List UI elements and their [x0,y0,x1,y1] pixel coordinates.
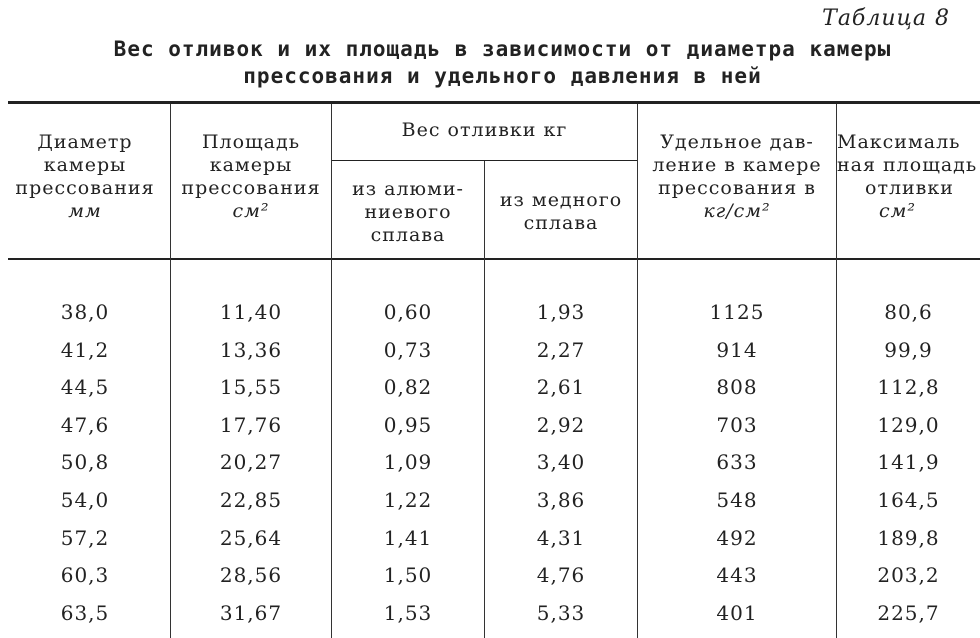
cell-copper-weight: 1,93 [536,300,586,324]
cell-diameter: 44,5 [60,375,110,400]
cell-max-area: 80,6 [884,300,933,324]
cell-pressure: 492 [716,525,758,550]
cell-copper-weight: 3,40 [536,450,586,475]
header-max-area: Максималь ная площадь отливки см² [837,131,978,222]
cell-max-area: 99,9 [884,337,933,362]
cell-copper-weight: 2,27 [536,337,586,362]
cell-area: 28,56 [219,563,283,588]
cell-area: 22,85 [219,488,283,512]
header-aluminium: из алюми- ниевого сплава [352,178,464,246]
cell-aluminium-weight: 0,73 [383,337,433,362]
header-weight-group: Вес отливки кг [401,119,568,141]
cell-max-area: 203,2 [877,563,940,588]
table-title-line-2: прессования и удельного давления в ней [243,64,762,88]
cell-pressure: 1125 [709,300,765,324]
cell-max-area: 141,9 [877,450,940,475]
cell-aluminium-weight: 0,82 [383,375,433,400]
cell-area: 13,36 [219,337,283,362]
cell-max-area: 164,5 [877,488,940,512]
cell-max-area: 129,0 [877,412,940,437]
header-pressure: Удельное дав- ление в камере прессования в кг/см² [652,131,822,222]
table-top-rule [8,101,980,104]
cell-copper-weight: 2,61 [536,375,586,400]
cell-pressure: 633 [716,450,758,475]
cell-aluminium-weight: 1,22 [383,488,433,512]
cell-area: 25,64 [219,525,283,550]
cell-area: 20,27 [219,450,283,475]
cell-area: 15,55 [219,375,283,400]
cell-copper-weight: 2,92 [536,412,586,437]
header-area: Площадь камеры прессования см² [181,131,321,222]
cell-aluminium-weight: 0,60 [383,300,433,324]
cell-max-area: 189,8 [877,525,940,550]
cell-diameter: 41,2 [60,337,110,362]
cell-copper-weight: 4,76 [536,563,586,588]
cell-diameter: 60,3 [60,563,110,588]
cell-copper-weight: 5,33 [536,600,586,625]
cell-max-area: 112,8 [877,375,940,400]
cell-area: 31,67 [219,600,283,625]
cell-max-area: 225,7 [877,600,940,625]
cell-pressure: 914 [716,337,758,362]
cell-aluminium-weight: 1,09 [383,450,433,475]
cell-pressure: 443 [716,563,758,588]
cell-area: 17,76 [219,412,283,437]
cell-diameter: 47,6 [60,412,110,437]
header-copper: из медного сплава [499,189,623,234]
cell-aluminium-weight: 1,50 [383,563,433,588]
cell-copper-weight: 4,31 [536,525,586,550]
table-title-line-1: Вес отливок и их площадь в зависимости от диаметра камеры [113,37,892,61]
cell-diameter: 50,8 [60,450,110,475]
cell-aluminium-weight: 0,95 [383,412,433,437]
cell-pressure: 703 [716,412,758,437]
header-bottom-rule [8,258,980,260]
header-diameter: Диаметр камеры прессования мм [15,131,155,222]
cell-diameter: 38,0 [60,300,110,324]
cell-aluminium-weight: 1,41 [383,525,433,550]
cell-aluminium-weight: 1,53 [383,600,433,625]
cell-pressure: 401 [716,600,758,625]
cell-diameter: 57,2 [60,525,110,550]
cell-pressure: 808 [716,375,758,400]
cell-diameter: 63,5 [60,600,110,625]
table-label: Таблица 8 [822,6,950,31]
cell-diameter: 54,0 [60,488,110,512]
cell-copper-weight: 3,86 [536,488,586,512]
cell-pressure: 548 [716,488,758,512]
cell-area: 11,40 [219,300,283,324]
